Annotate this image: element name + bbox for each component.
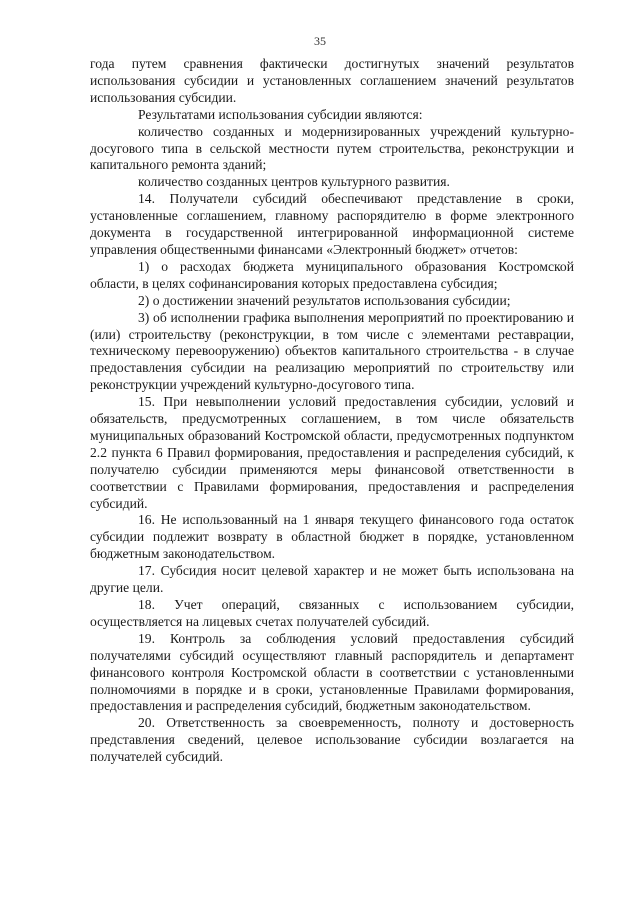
paragraph-12: 19. Контроль за соблюдения условий предоставления субсидий получателями субсидий осуществляют главный распорядитель и департамент финансового контроля Костромской области в соответствии с установленными полномочиями в порядке и в сроки, установленные Правилами формирования, предоставления и распределения субсидий, бюджетным законодательством. [90, 630, 574, 714]
paragraph-6: 2) о достижении значений результатов использования субсидии; [138, 292, 511, 308]
paragraph-1: Результатами использования субсидии являются: [138, 106, 423, 122]
paragraph-0: года путем сравнения фактически достигнутых значений результатов использования субсидии и установленных соглашением значений результатов использования субсидии. [90, 56, 574, 105]
document-body [90, 56, 574, 766]
paragraph-11: 18. Учет операций, связанных с использованием субсидии, осуществляется на лицевых счетах получателей субсидий. [90, 597, 574, 629]
paragraph-7: 3) об исполнении графика выполнения мероприятий по проектированию и (или) строительству (реконструкции, в том числе с элементами реставрации, техническому перевооружению) объектов капитального строительства - в случае предоставления субсидии на реализацию мероприятий по строительству или реконструкции учреждений культурно-досугового типа. [90, 309, 574, 393]
paragraph-8: 15. При невыполнении условий предоставления субсидии, условий и обязательств, предусмотренных соглашением, в том числе обязательств муниципальных образований Костромской области, предусмотренных подпунктом 2.2 пункта 6 Правил формирования, предоставления и распределения субсидий, к получателю субсидии применяются меры финансовой ответственности в соответствии с Правилами формирования, предоставления и распределения субсидий. [90, 394, 574, 511]
paragraph-4: 14. Получатели субсидий обеспечивают представление в сроки, установленные соглашением, главному распорядителю в форме электронного документа в государственной интегрированной информационной системе управления общественными финансами «Электронный бюджет» отчетов: [90, 191, 574, 257]
paragraph-13: 20. Ответственность за своевременность, полноту и достоверность представления сведений, целевое использование субсидии возлагается на получателей субсидий. [90, 715, 574, 765]
paragraph-5: 1) о расходах бюджета муниципального образования Костромской области, в целях софинансирования которых предоставлена субсидия; [90, 258, 574, 291]
page-number: 35 [314, 34, 326, 48]
paragraph-2: количество созданных и модернизированных учреждений культурно-досугового типа в сельской местности путем строительства, реконструкции и капитального ремонта зданий; [90, 123, 574, 173]
paragraph-3: количество созданных центров культурного развития. [138, 174, 450, 190]
paragraph-9: 16. Не использованный на 1 января текущего финансового года остаток субсидии подлежит возврату в областной бюджет в порядке, установленном бюджетным законодательством. [90, 512, 574, 562]
paragraph-10: 17. Субсидия носит целевой характер и не может быть использована на другие цели. [90, 563, 574, 596]
